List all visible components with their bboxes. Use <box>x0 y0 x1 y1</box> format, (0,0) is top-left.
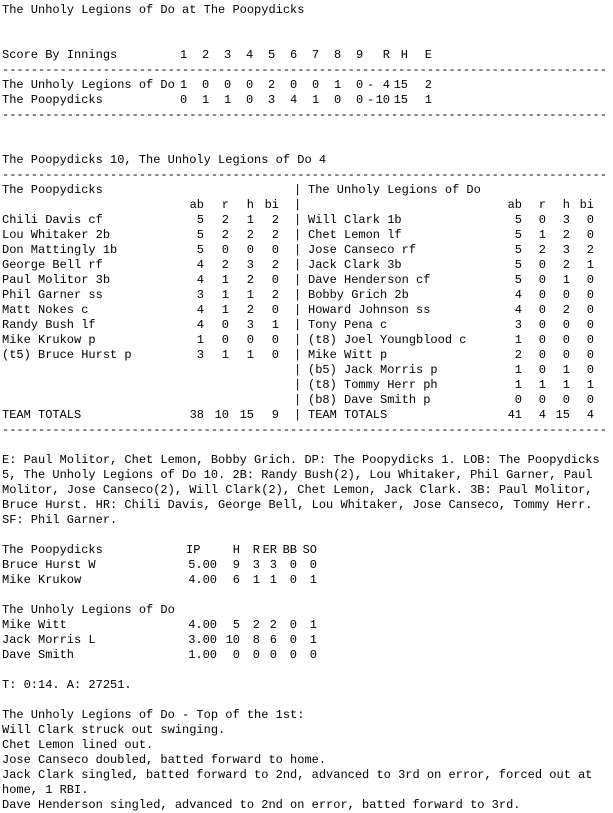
matchup-title: The Unholy Legions of Do at The Poopydicks <box>2 3 305 17</box>
pbp-line: Dave Henderson singled, advanced to 2nd on error, batted forward to 3rd. <box>2 798 521 812</box>
left-bi-stat: 1 <box>271 318 279 332</box>
batting-row <box>0 303 613 318</box>
left-r-stat: 0 <box>221 318 229 332</box>
right-ab-stat: 5 <box>514 243 522 257</box>
left-player-name: Chili Davis cf <box>2 213 103 227</box>
left-ab-stat: 3 <box>196 348 204 362</box>
so-stat: 1 <box>309 633 317 647</box>
bi-column-label: bi <box>264 198 279 212</box>
batting-row <box>0 363 613 378</box>
batting-row <box>0 228 613 243</box>
left-h-stat: 2 <box>246 228 254 242</box>
separator-line: ------------------------------------------------------------------------------------ <box>2 108 607 122</box>
left-bi-stat: 2 <box>271 213 279 227</box>
right-h-stat: 1 <box>562 378 570 392</box>
ip-stat: 4.00 <box>188 573 217 587</box>
right-player-name: Chet Lemon lf <box>308 228 402 242</box>
bi-column-label: bi <box>579 198 594 212</box>
right-player-name: Jose Canseco rf <box>308 243 417 257</box>
left-bi-stat: 0 <box>271 348 279 362</box>
right-r-stat: 0 <box>538 348 546 362</box>
so-stat: 1 <box>309 618 317 632</box>
inning-5-label: 5 <box>268 48 276 62</box>
left-ab-total: 38 <box>189 408 204 422</box>
ip-column-label: IP <box>186 543 201 557</box>
blank-line <box>0 663 613 678</box>
inning-score: 3 <box>268 93 276 107</box>
right-player-name: Dave Henderson cf <box>308 273 431 287</box>
column-divider: | <box>294 393 302 407</box>
right-r-stat: 0 <box>538 318 546 332</box>
column-divider: | <box>294 333 302 347</box>
inning-score: 1 <box>180 78 188 92</box>
right-r-stat: 1 <box>538 228 546 242</box>
pitching-header-row <box>0 543 613 558</box>
batting-row <box>0 333 613 348</box>
column-divider: | <box>294 273 302 287</box>
inning-score: 0 <box>334 93 342 107</box>
right-ab-stat: 1 <box>514 333 522 347</box>
right-h-stat: 1 <box>562 363 570 377</box>
left-bi-total: 9 <box>271 408 279 422</box>
right-player-name: Jack Clark 3b <box>308 258 402 272</box>
left-ab-stat: 4 <box>196 273 204 287</box>
column-divider: | <box>294 318 302 332</box>
left-bi-stat: 0 <box>271 243 279 257</box>
linescore-header-row <box>0 48 613 63</box>
away-errors-total: 2 <box>424 78 432 92</box>
batting-row <box>0 348 613 363</box>
home-team-name: The Poopydicks <box>2 93 103 107</box>
right-r-stat: 1 <box>538 378 546 392</box>
h-stat: 9 <box>232 558 240 572</box>
pitching-row <box>0 558 613 573</box>
left-r-total: 10 <box>214 408 229 422</box>
er-stat: 1 <box>269 573 277 587</box>
er-stat: 0 <box>269 648 277 662</box>
column-divider: | <box>294 363 302 377</box>
home-runs-total: 10 <box>375 93 390 107</box>
left-h-stat: 0 <box>246 333 254 347</box>
right-ab-stat: 1 <box>514 363 522 377</box>
separator-line: ------------------------------------------------------------------------------------ <box>2 423 607 437</box>
right-ab-total: 41 <box>507 408 522 422</box>
right-h-stat: 0 <box>562 318 570 332</box>
right-bi-stat: 2 <box>586 243 594 257</box>
left-player-name: Don Mattingly 1b <box>2 243 118 257</box>
right-player-name: (b5) Jack Morris p <box>308 363 438 377</box>
batting-row <box>0 378 613 393</box>
right-team-totals-label: TEAM TOTALS <box>308 408 388 422</box>
left-player-name: Matt Nokes c <box>2 303 89 317</box>
left-bi-stat: 2 <box>271 288 279 302</box>
left-r-stat: 0 <box>221 243 229 257</box>
separator-line: ------------------------------------------------------------------------------------ <box>2 168 607 182</box>
r-column-label: r <box>538 198 546 212</box>
h-column-label: h <box>562 198 570 212</box>
final-dash: - <box>367 78 375 92</box>
right-bi-stat: 0 <box>586 303 594 317</box>
left-h-stat: 2 <box>246 273 254 287</box>
pbp-line: Chet Lemon lined out. <box>2 738 154 752</box>
pitching-team-row <box>0 603 613 618</box>
right-r-stat: 0 <box>538 393 546 407</box>
column-divider: | <box>294 303 302 317</box>
right-bi-stat: 1 <box>586 258 594 272</box>
inning-score: 1 <box>202 93 210 107</box>
right-r-stat: 0 <box>538 333 546 347</box>
h-stat: 10 <box>225 633 240 647</box>
linescore-home-row <box>0 93 613 108</box>
inning-score: 0 <box>224 78 232 92</box>
right-bi-stat: 0 <box>586 273 594 287</box>
h-column-label: H <box>232 543 240 557</box>
right-ab-stat: 5 <box>514 228 522 242</box>
pitcher-name: Mike Witt <box>2 618 67 632</box>
right-r-stat: 0 <box>538 213 546 227</box>
batting-row <box>0 213 613 228</box>
pbp-line: home, 1 RBI. <box>2 783 89 797</box>
linescore-away-row <box>0 78 613 93</box>
left-ab-stat: 1 <box>196 333 204 347</box>
inning-9-label: 9 <box>356 48 364 62</box>
right-h-stat: 2 <box>562 303 570 317</box>
column-divider: | <box>294 198 302 212</box>
right-bi-stat: 0 <box>586 393 594 407</box>
right-bi-stat: 0 <box>586 318 594 332</box>
so-column-label: SO <box>302 543 317 557</box>
inning-score: 0 <box>202 78 210 92</box>
so-stat: 0 <box>309 648 317 662</box>
column-divider: | <box>294 378 302 392</box>
right-bi-stat: 0 <box>586 363 594 377</box>
left-player-name: Lou Whitaker 2b <box>2 228 111 242</box>
left-player-name: George Bell rf <box>2 258 103 272</box>
right-ab-stat: 4 <box>514 303 522 317</box>
game-notes-line: Molitor, Jose Canseco(2), Will Clark(2), Chet Lemon, Jack Clark. 3B: Paul Molitor, <box>2 483 593 497</box>
inning-score: 2 <box>268 78 276 92</box>
right-r-stat: 2 <box>538 243 546 257</box>
right-h-stat: 3 <box>562 213 570 227</box>
batting-teams-row <box>0 183 613 198</box>
left-h-stat: 1 <box>246 348 254 362</box>
right-bi-stat: 0 <box>586 213 594 227</box>
bb-stat: 0 <box>289 558 297 572</box>
right-player-name: (b8) Dave Smith p <box>308 393 431 407</box>
right-player-name: (t8) Tommy Herr ph <box>308 378 438 392</box>
inning-4-label: 4 <box>246 48 254 62</box>
inning-score: 1 <box>334 78 342 92</box>
left-h-stat: 1 <box>246 213 254 227</box>
left-bi-stat: 0 <box>271 303 279 317</box>
left-player-name: Phil Garner ss <box>2 288 103 302</box>
game-notes-line: E: Paul Molitor, Chet Lemon, Bobby Grich. DP: The Poopydicks 1. LOB: The Poopydicks <box>2 453 600 467</box>
bb-stat: 0 <box>289 633 297 647</box>
right-r-stat: 0 <box>538 273 546 287</box>
linescore-title: Score By Innings <box>2 48 118 62</box>
left-bi-stat: 0 <box>271 333 279 347</box>
right-player-name: Bobby Grich 2b <box>308 288 409 302</box>
right-bi-stat: 0 <box>586 288 594 302</box>
right-h-stat: 0 <box>562 348 570 362</box>
left-r-stat: 1 <box>221 348 229 362</box>
final-dash: - <box>367 93 375 107</box>
inning-8-label: 8 <box>334 48 342 62</box>
batting-totals-row <box>0 408 613 423</box>
column-divider: | <box>294 243 302 257</box>
right-ab-stat: 5 <box>514 258 522 272</box>
inning-score: 0 <box>246 93 254 107</box>
bb-stat: 0 <box>289 618 297 632</box>
time-attendance-line: T: 0:14. A: 27251. <box>2 678 132 692</box>
right-r-stat: 0 <box>538 363 546 377</box>
pitcher-name: Jack Morris L <box>2 633 96 647</box>
ip-stat: 4.00 <box>188 618 217 632</box>
right-ab-stat: 3 <box>514 318 522 332</box>
left-bi-stat: 0 <box>271 273 279 287</box>
left-h-stat: 0 <box>246 243 254 257</box>
pbp-heading: The Unholy Legions of Do - Top of the 1st: <box>2 708 305 722</box>
bb-stat: 0 <box>289 573 297 587</box>
pitching-right-team: The Unholy Legions of Do <box>2 603 175 617</box>
left-player-name: Paul Molitor 3b <box>2 273 111 287</box>
inning-7-label: 7 <box>312 48 320 62</box>
pbp-line: Jose Canseco doubled, batted forward to home. <box>2 753 327 767</box>
inning-1-label: 1 <box>180 48 188 62</box>
inning-score: 0 <box>246 78 254 92</box>
er-stat: 3 <box>269 558 277 572</box>
h-stat: 6 <box>232 573 240 587</box>
er-stat: 6 <box>269 633 277 647</box>
right-ab-stat: 4 <box>514 288 522 302</box>
column-divider: | <box>294 258 302 272</box>
blank-line <box>0 438 613 453</box>
pitching-row <box>0 618 613 633</box>
er-column-label: ER <box>262 543 277 557</box>
left-player-name: Randy Bush lf <box>2 318 96 332</box>
left-ab-stat: 4 <box>196 318 204 332</box>
h-stat: 5 <box>232 618 240 632</box>
left-h-total: 15 <box>239 408 254 422</box>
left-player-name: (t5) Bruce Hurst p <box>2 348 132 362</box>
final-score-line: The Poopydicks 10, The Unholy Legions of Do 4 <box>2 153 327 167</box>
right-bi-stat: 0 <box>586 333 594 347</box>
r-stat: 3 <box>252 558 260 572</box>
left-r-stat: 0 <box>221 333 229 347</box>
right-player-name: Howard Johnson ss <box>308 303 431 317</box>
inning-3-label: 3 <box>224 48 232 62</box>
batting-row <box>0 258 613 273</box>
pitching-row <box>0 633 613 648</box>
pbp-line: Will Clark struck out swinging. <box>2 723 226 737</box>
left-ab-stat: 5 <box>196 243 204 257</box>
pitching-left-team: The Poopydicks <box>2 543 103 557</box>
inning-score: 1 <box>224 93 232 107</box>
right-h-stat: 0 <box>562 288 570 302</box>
r-column-label: r <box>221 198 229 212</box>
pitcher-name: Dave Smith <box>2 648 75 662</box>
right-r-stat: 0 <box>538 303 546 317</box>
separator-line: ------------------------------------------------------------------------------------ <box>2 63 607 77</box>
right-ab-stat: 5 <box>514 213 522 227</box>
blank-line <box>0 33 613 48</box>
inning-6-label: 6 <box>290 48 298 62</box>
right-bi-stat: 0 <box>586 348 594 362</box>
ip-stat: 5.00 <box>188 558 217 572</box>
left-bi-stat: 2 <box>271 228 279 242</box>
inning-score: 1 <box>312 93 320 107</box>
right-h-stat: 3 <box>562 243 570 257</box>
right-player-name: Tony Pena c <box>308 318 388 332</box>
game-notes-line: 5, The Unholy Legions of Do 10. 2B: Randy Bush(2), Lou Whitaker, Phil Garner, Paul <box>2 468 593 482</box>
r-stat: 1 <box>252 573 260 587</box>
pbp-line: Jack Clark singled, batted forward to 2nd, advanced to 3rd on error, forced out at <box>2 768 593 782</box>
right-h-stat: 2 <box>562 228 570 242</box>
right-ab-stat: 1 <box>514 378 522 392</box>
left-r-stat: 1 <box>221 303 229 317</box>
left-h-stat: 2 <box>246 303 254 317</box>
r-stat: 2 <box>252 618 260 632</box>
column-divider: | <box>294 288 302 302</box>
away-team-name: The Unholy Legions of Do <box>2 78 175 92</box>
blank-line <box>0 138 613 153</box>
right-r-stat: 0 <box>538 288 546 302</box>
home-errors-total: 1 <box>424 93 432 107</box>
column-divider: | <box>294 183 302 197</box>
bb-column-label: BB <box>282 543 297 557</box>
r-stat: 0 <box>252 648 260 662</box>
away-runs-total: 4 <box>382 78 390 92</box>
batting-right-team: The Unholy Legions of Do <box>308 183 481 197</box>
left-r-stat: 2 <box>221 228 229 242</box>
right-h-stat: 0 <box>562 393 570 407</box>
ip-stat: 3.00 <box>188 633 217 647</box>
blank-line <box>0 528 613 543</box>
h-stat: 0 <box>232 648 240 662</box>
left-h-stat: 3 <box>246 258 254 272</box>
inning-score: 4 <box>290 93 298 107</box>
errors-column-label: E <box>424 48 432 62</box>
left-ab-stat: 5 <box>196 213 204 227</box>
blank-line <box>0 588 613 603</box>
pitcher-name: Bruce Hurst W <box>2 558 96 572</box>
left-ab-stat: 5 <box>196 228 204 242</box>
inning-score: 0 <box>290 78 298 92</box>
right-player-name: Mike Witt p <box>308 348 388 362</box>
left-r-stat: 1 <box>221 288 229 302</box>
blank-line <box>0 18 613 33</box>
left-r-stat: 2 <box>221 258 229 272</box>
right-player-name: (t8) Joel Youngblood c <box>308 333 467 347</box>
pitching-row <box>0 648 613 663</box>
batting-row <box>0 243 613 258</box>
inning-2-label: 2 <box>202 48 210 62</box>
right-bi-total: 4 <box>586 408 594 422</box>
column-divider: | <box>294 348 302 362</box>
left-team-totals-label: TEAM TOTALS <box>2 408 82 422</box>
right-r-stat: 0 <box>538 258 546 272</box>
pitcher-name: Mike Krukow <box>2 573 82 587</box>
away-hits-total: 15 <box>393 78 408 92</box>
left-bi-stat: 2 <box>271 258 279 272</box>
left-r-stat: 2 <box>221 213 229 227</box>
batting-row <box>0 288 613 303</box>
right-h-stat: 0 <box>562 333 570 347</box>
left-h-stat: 1 <box>246 288 254 302</box>
home-hits-total: 15 <box>393 93 408 107</box>
left-r-stat: 1 <box>221 273 229 287</box>
runs-column-label: R <box>382 48 390 62</box>
right-ab-stat: 2 <box>514 348 522 362</box>
right-ab-stat: 5 <box>514 273 522 287</box>
blank-line <box>0 693 613 708</box>
right-h-stat: 1 <box>562 273 570 287</box>
right-h-total: 15 <box>555 408 570 422</box>
game-notes-line: Bruce Hurst. HR: Chili Davis, George Bell, Lou Whitaker, Jose Canseco, Tommy Herr. <box>2 498 593 512</box>
left-ab-stat: 4 <box>196 303 204 317</box>
inning-score: 0 <box>356 78 364 92</box>
ip-stat: 1.00 <box>188 648 217 662</box>
blank-line <box>0 123 613 138</box>
game-notes-line: SF: Phil Garner. <box>2 513 118 527</box>
er-stat: 2 <box>269 618 277 632</box>
batting-row <box>0 273 613 288</box>
left-player-name: Mike Krukow p <box>2 333 96 347</box>
right-r-total: 4 <box>538 408 546 422</box>
so-stat: 1 <box>309 573 317 587</box>
h-column-label: h <box>246 198 254 212</box>
column-divider: | <box>294 213 302 227</box>
batting-row <box>0 393 613 408</box>
right-ab-stat: 0 <box>514 393 522 407</box>
right-bi-stat: 1 <box>586 378 594 392</box>
batting-row <box>0 318 613 333</box>
batting-left-team: The Poopydicks <box>2 183 103 197</box>
column-divider: | <box>294 408 302 422</box>
right-h-stat: 2 <box>562 258 570 272</box>
hits-column-label: H <box>400 48 408 62</box>
bb-stat: 0 <box>289 648 297 662</box>
batting-stat-header-row <box>0 198 613 213</box>
left-ab-stat: 3 <box>196 288 204 302</box>
ab-column-label: ab <box>189 198 204 212</box>
inning-score: 0 <box>312 78 320 92</box>
inning-score: 0 <box>180 93 188 107</box>
left-h-stat: 3 <box>246 318 254 332</box>
r-stat: 8 <box>252 633 260 647</box>
r-column-label: R <box>252 543 260 557</box>
inning-score: 0 <box>356 93 364 107</box>
ab-column-label: ab <box>507 198 522 212</box>
left-ab-stat: 4 <box>196 258 204 272</box>
right-bi-stat: 0 <box>586 228 594 242</box>
so-stat: 0 <box>309 558 317 572</box>
right-player-name: Will Clark 1b <box>308 213 402 227</box>
pitching-row <box>0 573 613 588</box>
column-divider: | <box>294 228 302 242</box>
